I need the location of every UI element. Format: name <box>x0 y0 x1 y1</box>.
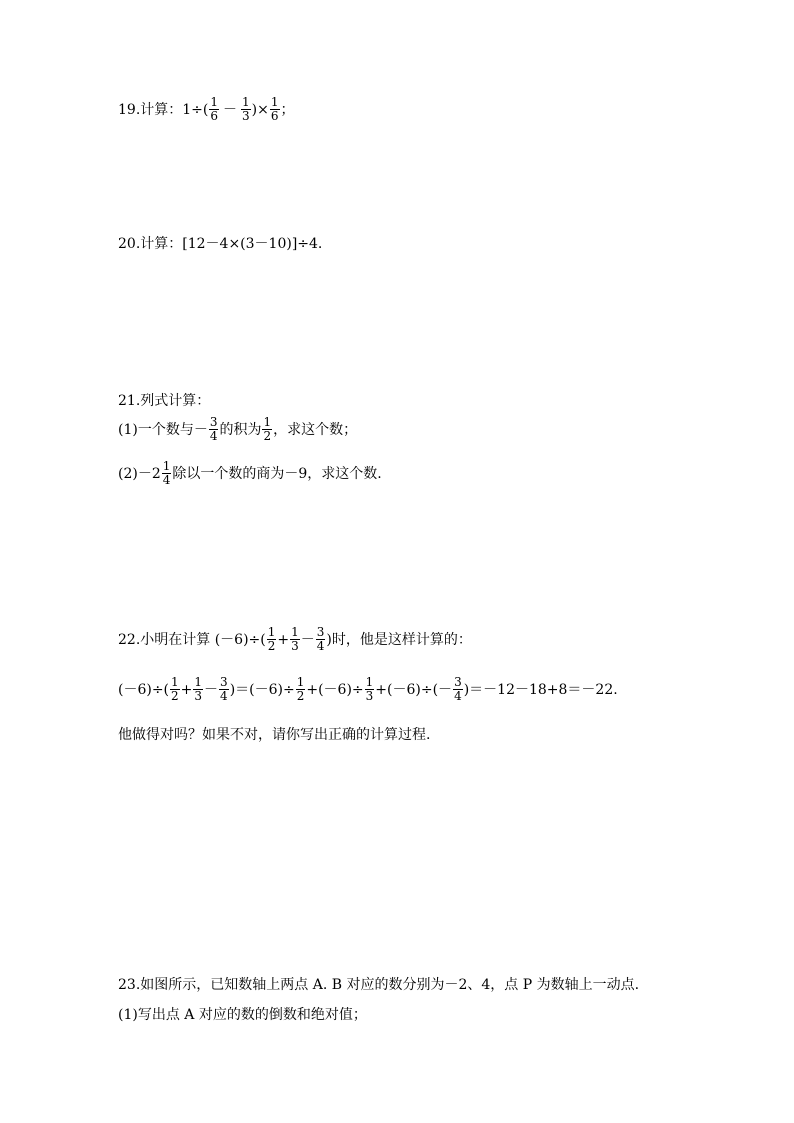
numerator: 3 <box>454 675 462 689</box>
numerator: 3 <box>316 625 325 639</box>
plus-sign: + <box>180 681 193 698</box>
numerator: 1 <box>162 459 171 473</box>
denominator: 6 <box>270 109 279 124</box>
numerator: 1 <box>194 675 203 689</box>
minus-sign: － <box>300 631 315 648</box>
denominator: 3 <box>194 689 203 704</box>
question-21-part-2 <box>118 460 382 487</box>
denominator: 2 <box>263 429 272 444</box>
plus-sign: + <box>277 631 290 648</box>
minus-sign: － <box>204 681 219 698</box>
numerator: 1 <box>291 625 299 639</box>
question-22-line-3 <box>118 728 430 742</box>
fraction <box>170 676 180 703</box>
numerator: 1 <box>242 95 250 109</box>
denominator: 3 <box>242 109 250 124</box>
numerator: 1 <box>270 95 279 109</box>
fraction <box>296 676 306 703</box>
q21-p2-text: (2)－2 <box>118 465 161 482</box>
denominator: 4 <box>316 639 325 654</box>
minus-sign: － <box>223 101 238 118</box>
denominator: 3 <box>291 639 299 654</box>
numerator: 1 <box>365 675 374 689</box>
end-mark: ； <box>280 101 295 118</box>
denominator: 3 <box>365 689 374 704</box>
q22-text: +(－6)÷ <box>306 681 364 698</box>
numerator: 3 <box>209 415 218 429</box>
denominator: 4 <box>220 689 228 704</box>
denominator: 2 <box>267 639 276 654</box>
q22-text: (－6)÷( <box>118 681 170 698</box>
fraction <box>219 676 229 703</box>
denominator: 4 <box>209 429 218 444</box>
q21-p1-text: 的积为 <box>219 421 262 438</box>
fraction <box>193 676 203 703</box>
question-23-line-2 <box>118 1008 367 1022</box>
numerator: 1 <box>267 625 276 639</box>
q21-title: 21.列式计算： <box>118 393 211 409</box>
numerator: 1 <box>296 675 305 689</box>
fraction <box>209 416 219 443</box>
fraction <box>270 96 280 123</box>
question-22-line-2 <box>118 676 618 703</box>
numerator: 1 <box>210 95 219 109</box>
numerator: 3 <box>220 675 228 689</box>
q22-text: )＝(－6)÷ <box>229 681 295 698</box>
fraction <box>262 416 272 443</box>
question-20 <box>118 237 322 251</box>
numerator: 1 <box>171 675 179 689</box>
q23-text: 23.如图所示，已知数轴上两点 A. B 对应的数分别为－2、4，点 P 为数轴上一动点. <box>118 977 640 993</box>
denominator: 6 <box>210 109 219 124</box>
q22-text: )＝－12－18+8＝－22. <box>463 681 618 698</box>
question-21-title <box>118 394 210 408</box>
q21-p1-text: ，求这个数； <box>273 421 358 438</box>
fraction <box>209 96 219 123</box>
question-19 <box>118 96 295 123</box>
denominator: 4 <box>454 689 462 704</box>
fraction <box>241 96 251 123</box>
fraction <box>267 626 277 653</box>
question-23-line-1 <box>118 978 639 992</box>
q19-label: 19.计算：1÷( <box>118 101 209 118</box>
question-21-part-1 <box>118 416 357 443</box>
q22-text: )时，他是这样计算的： <box>326 631 472 648</box>
close-times: )× <box>251 101 269 118</box>
fraction <box>453 676 463 703</box>
numerator: 1 <box>263 415 272 429</box>
q22-text: 他做得对吗？如果不对，请你写出正确的计算过程. <box>118 727 431 743</box>
q21-p2-text: 除以一个数的商为－9，求这个数. <box>172 465 382 482</box>
q23-text: (1)写出点 A 对应的数的倒数和绝对值； <box>118 1007 367 1023</box>
q22-text: +(－6)÷(－ <box>375 681 453 698</box>
q22-text: 22.小明在计算 (－6)÷( <box>118 631 266 648</box>
q20-text: 20.计算：[12－4×(3－10)]÷4. <box>118 236 323 252</box>
fraction <box>162 460 172 487</box>
denominator: 2 <box>296 689 305 704</box>
denominator: 2 <box>171 689 179 704</box>
fraction <box>290 626 300 653</box>
denominator: 4 <box>162 473 171 488</box>
question-22-line-1 <box>118 626 472 653</box>
fraction <box>316 626 326 653</box>
fraction <box>365 676 375 703</box>
q21-p1-text: (1)一个数与－ <box>118 421 208 438</box>
